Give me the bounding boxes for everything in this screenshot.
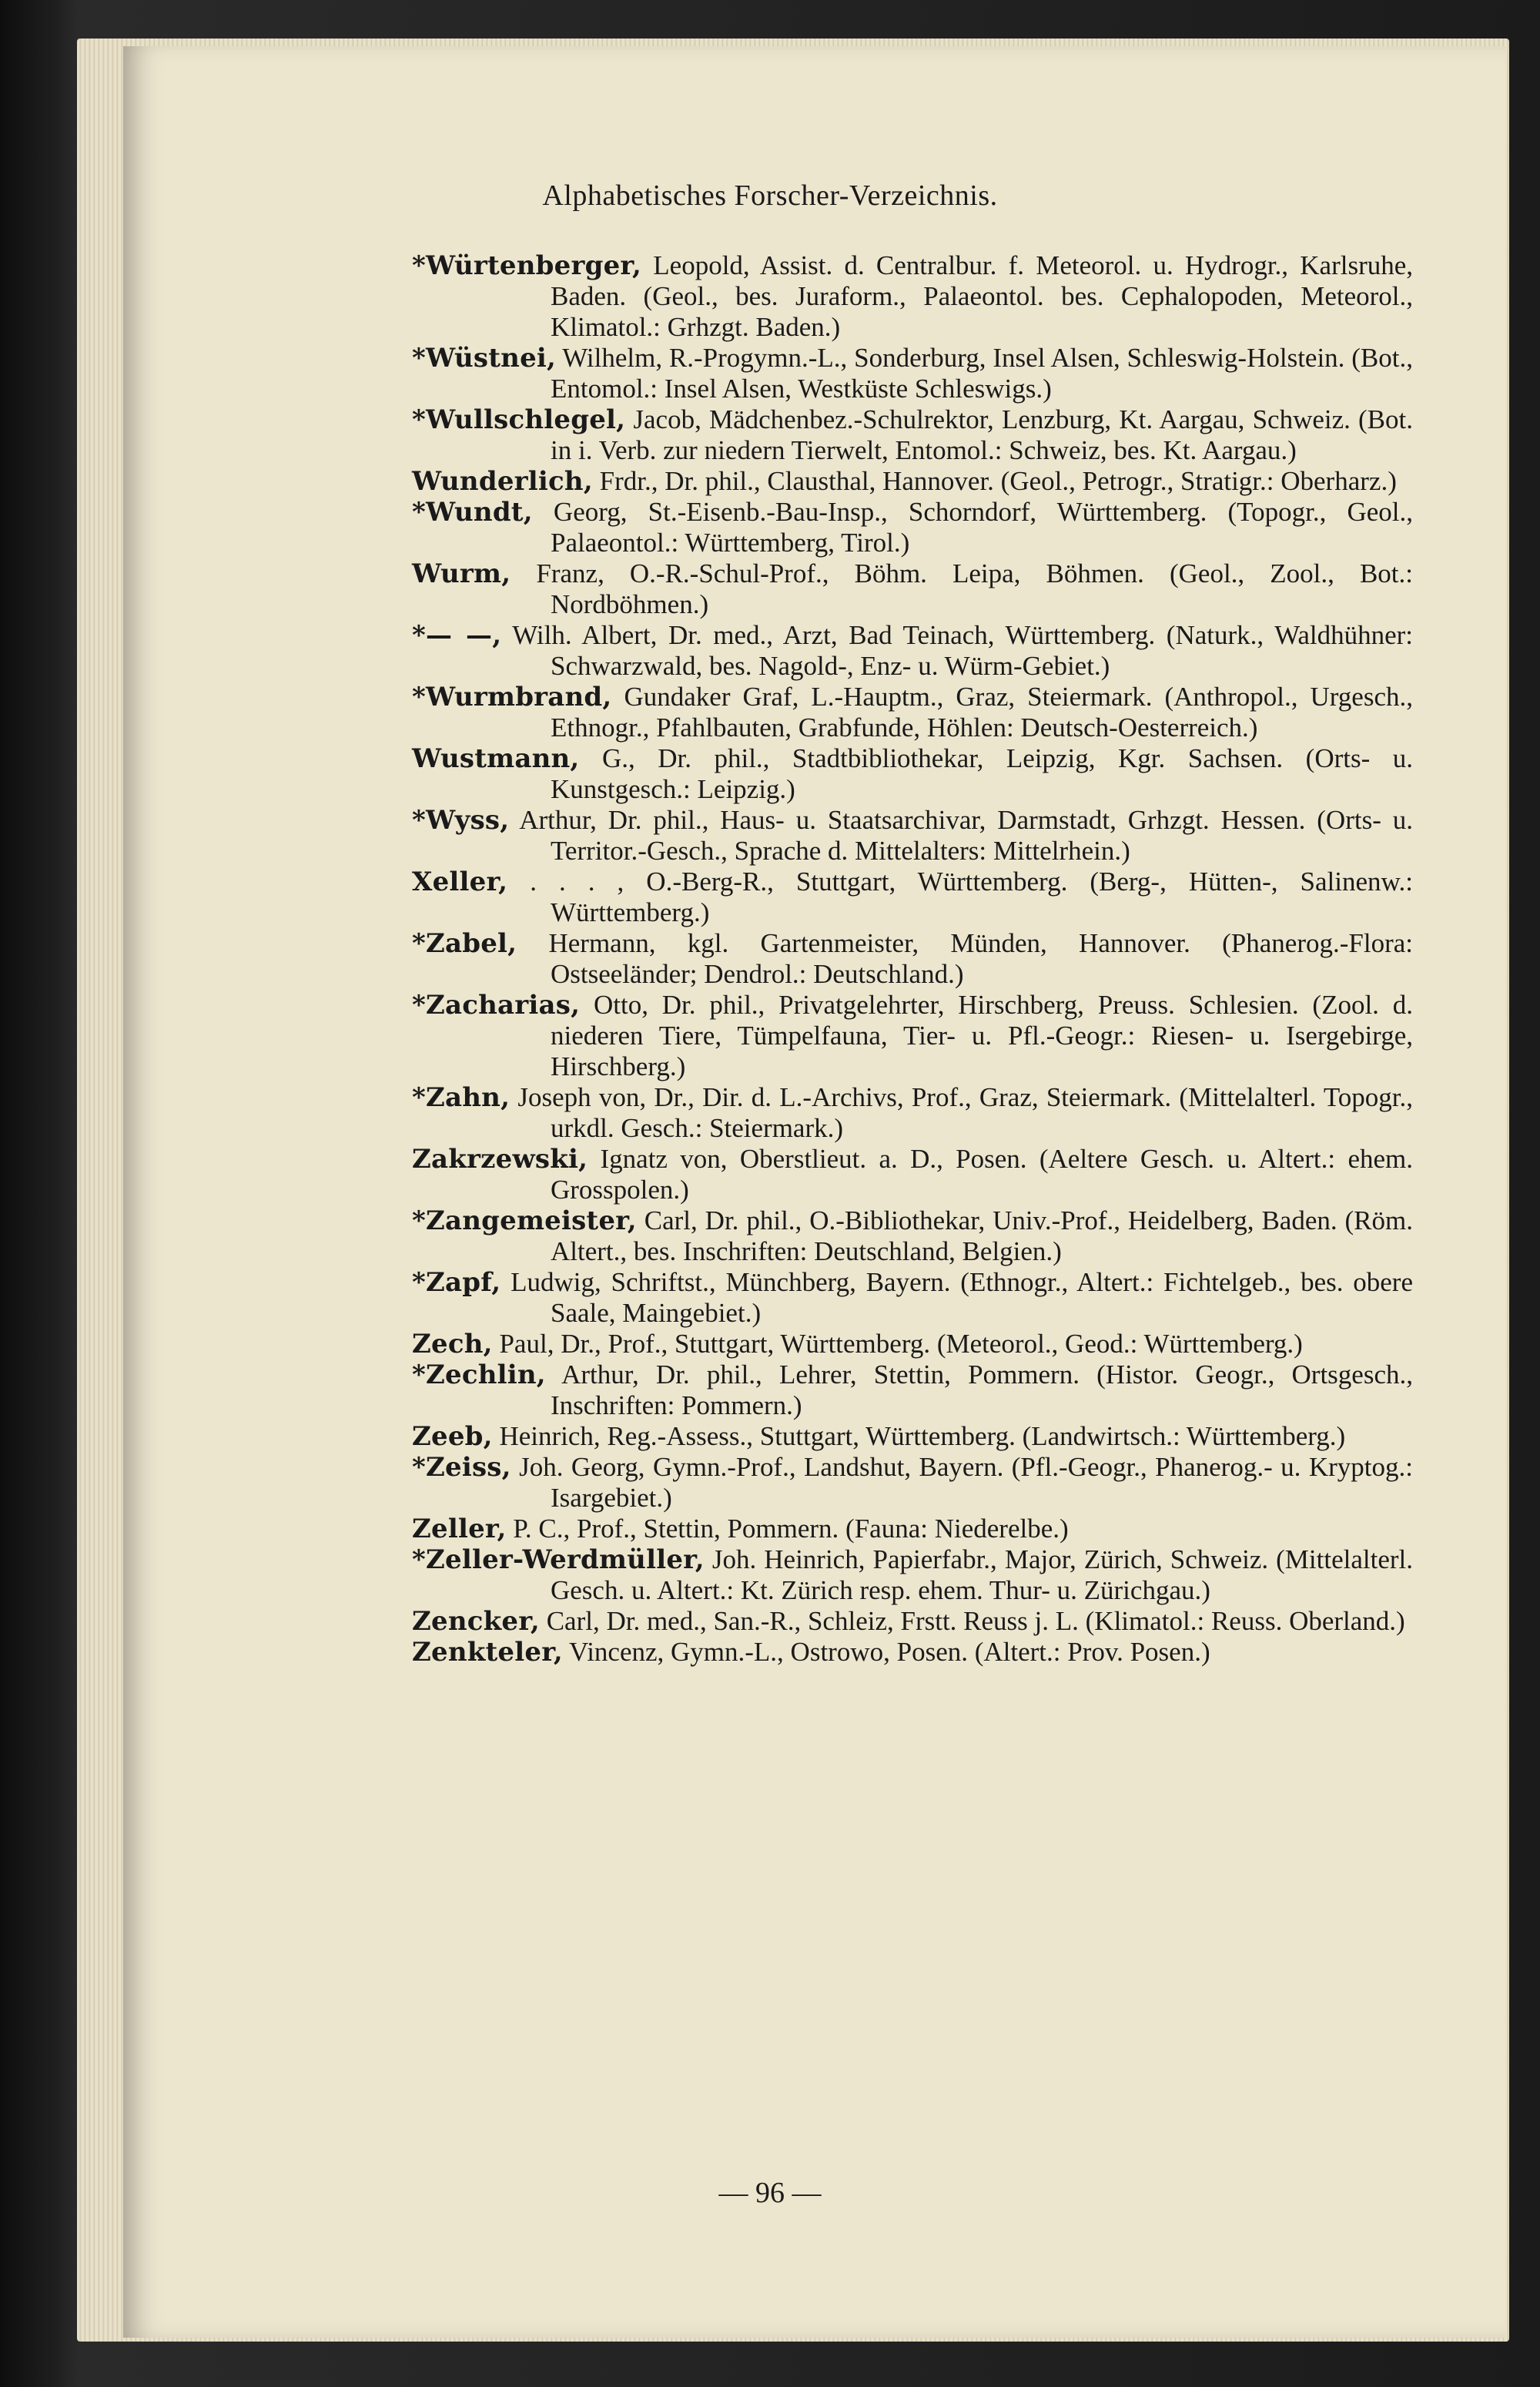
- list-item: [412, 1205, 1413, 1267]
- entry-text: Gundaker Graf, L.-Hauptm., Graz, Steiermark. (Anthropol., Urgesch., Ethnogr., Pfahlbauten, Grabfunde, Höhlen: Deutsch-Oesterreich.): [551, 682, 1414, 743]
- entry-name: Wunderlich,: [412, 466, 593, 497]
- entry-text: Vincenz, Gymn.-L., Ostrowo, Posen. (Altert.: Prov. Posen.): [569, 1637, 1210, 1667]
- entry-name: Zencker,: [412, 1606, 540, 1637]
- entry-name: Zakrzewski,: [412, 1144, 588, 1175]
- entry-name: *Wurmbrand,: [412, 682, 612, 712]
- entry-text: Joh. Heinrich, Papierfabr., Major, Zürich, Schweiz. (Mittelalterl. Gesch. u. Altert.: Kt. Zürich resp. ehem. Thur- u. Zürichgau.): [551, 1544, 1414, 1605]
- entry-text: Carl, Dr. med., San.-R., Schleiz, Frstt. Reuss j. L. (Klimatol.: Reuss. Oberland.): [546, 1606, 1405, 1636]
- entry-text: Paul, Dr., Prof., Stuttgart, Württemberg. (Meteorol., Geod.: Württemberg.): [499, 1329, 1303, 1359]
- list-item: [412, 1606, 1413, 1637]
- entry-name: *Zechlin,: [412, 1359, 546, 1390]
- entry-text: Leopold, Assist. d. Centralbur. f. Meteorol. u. Hydrogr., Karlsruhe, Baden. (Geol., bes. Juraform., Palaeontol. bes. Cephalopoden, Meteorol., Klimatol.: Grhzgt. Baden.): [551, 250, 1414, 342]
- entry-name: *Wullschlegel,: [412, 404, 626, 435]
- list-item: [412, 466, 1413, 497]
- entry-name: Zeller,: [412, 1514, 507, 1544]
- list-item: [412, 1452, 1413, 1514]
- list-item: [412, 343, 1413, 404]
- entry-text: Ignatz von, Oberstlieut. a. D., Posen. (Aeltere Gesch. u. Altert.: ehem. Grosspolen.): [551, 1144, 1413, 1205]
- entry-name: *Wyss,: [412, 805, 510, 836]
- entry-name: Xeller,: [412, 867, 508, 897]
- entry-text: Carl, Dr. phil., O.-Bibliothekar, Univ.-Prof., Heidelberg, Baden. (Röm. Altert., bes. Inschriften: Deutschland, Belgien.): [551, 1205, 1414, 1266]
- entry-text: Arthur, Dr. phil., Haus- u. Staatsarchivar, Darmstadt, Grhzgt. Hessen. (Orts- u. Territor.-Gesch., Sprache d. Mittelalters: Mittelrhein.): [519, 805, 1413, 866]
- entry-name: *Zeiss,: [412, 1452, 511, 1483]
- list-item: [412, 250, 1413, 343]
- entry-name: *Zacharias,: [412, 990, 581, 1021]
- running-head: Alphabetisches Forscher-Verzeichnis.: [542, 179, 998, 212]
- list-item: [412, 743, 1413, 805]
- entry-text: Heinrich, Reg.-Assess., Stuttgart, Württemberg. (Landwirtsch.: Württemberg.): [499, 1421, 1346, 1451]
- entry-name: *Zangemeister,: [412, 1205, 637, 1236]
- entry-text: Georg, St.-Eisenb.-Bau-Insp., Schorndorf, Württemberg. (Topogr., Geol., Palaeontol.: Württemberg, Tirol.): [551, 497, 1414, 558]
- entry-text: Arthur, Dr. phil., Lehrer, Stettin, Pommern. (Histor. Geogr., Ortsgesch., Inschriften: Pommern.): [551, 1359, 1413, 1420]
- entry-text: Ludwig, Schriftst., Münchberg, Bayern. (Ethnogr., Altert.: Fichtelgeb., bes. obere Saale, Maingebiet.): [511, 1267, 1413, 1328]
- entry-text: Wilh. Albert, Dr. med., Arzt, Bad Teinach, Württemberg. (Naturk., Waldhühner: Schwarzwald, bes. Nagold-, Enz- u. Würm-Gebiet.): [512, 620, 1413, 681]
- entry-list: [412, 250, 1413, 1668]
- entry-text: Otto, Dr. phil., Privatgelehrter, Hirschberg, Preuss. Schlesien. (Zool. d. niederen Tiere, Tümpelfauna, Tier- u. Pfl.-Geogr.: Riesen- u. Isergebirge, Hirschberg.): [551, 990, 1414, 1081]
- entry-text: Jacob, Mädchenbez.-Schulrektor, Lenzburg, Kt. Aargau, Schweiz. (Bot. in i. Verb. zur niedern Tierwelt, Entomol.: Schweiz, bes. Kt. Aargau.): [551, 404, 1414, 465]
- list-item: [412, 1267, 1413, 1329]
- list-item: [412, 1144, 1413, 1205]
- entry-name: Zeeb,: [412, 1421, 493, 1452]
- list-item: [412, 497, 1413, 558]
- entry-name: *Zapf,: [412, 1267, 501, 1298]
- list-item: [412, 1359, 1413, 1421]
- list-item: [412, 620, 1413, 682]
- entry-text: Franz, O.-R.-Schul-Prof., Böhm. Leipa, Böhmen. (Geol., Zool., Bot.: Nordböhmen.): [536, 558, 1414, 619]
- page-number: — 96 —: [718, 2177, 822, 2209]
- entry-name: *Zabel,: [412, 928, 517, 959]
- entry-name: *Zahn,: [412, 1082, 511, 1113]
- entry-name: Wurm,: [412, 558, 511, 589]
- list-item: [412, 867, 1413, 928]
- entry-text: Frdr., Dr. phil., Clausthal, Hannover. (Geol., Petrogr., Stratigr.: Oberharz.): [599, 466, 1397, 496]
- entry-name: *Wüstnei,: [412, 343, 557, 374]
- list-item: [412, 990, 1413, 1082]
- entry-name: *Zeller-Werdmüller,: [412, 1544, 705, 1575]
- entry-name: Zech,: [412, 1329, 493, 1359]
- entry-name: *Wundt,: [412, 497, 533, 528]
- list-item: [412, 682, 1413, 743]
- list-item: [412, 1082, 1413, 1144]
- list-item: [412, 928, 1413, 990]
- entry-name: *— —,: [412, 620, 502, 651]
- list-item: [412, 404, 1413, 466]
- list-item: [412, 1421, 1413, 1452]
- entry-text: . . . , O.-Berg-R., Stuttgart, Württemberg. (Berg-, Hütten-, Salinenw.: Württemberg.): [530, 867, 1413, 927]
- list-item: [412, 1637, 1413, 1668]
- list-item: [412, 558, 1413, 620]
- list-item: [412, 805, 1413, 867]
- entry-text: G., Dr. phil., Stadtbibliothekar, Leipzig, Kgr. Sachsen. (Orts- u. Kunstgesch.: Leipzig.): [551, 743, 1413, 804]
- entry-name: *Würtenberger,: [412, 250, 642, 281]
- entry-text: Hermann, kgl. Gartenmeister, Münden, Hannover. (Phanerog.-Flora: Ostseeländer; Dendrol.: Deutschland.): [548, 928, 1413, 989]
- list-item: [412, 1329, 1413, 1359]
- list-item: [412, 1514, 1413, 1544]
- entry-text: P. C., Prof., Stettin, Pommern. (Fauna: Niederelbe.): [513, 1514, 1069, 1544]
- entry-name: Wustmann,: [412, 743, 580, 774]
- entry-text: Joseph von, Dr., Dir. d. L.-Archivs, Prof., Graz, Steiermark. (Mittelalterl. Topogr., urkdl. Gesch.: Steiermark.): [517, 1082, 1413, 1143]
- list-item: [412, 1544, 1413, 1606]
- entry-name: Zenkteler,: [412, 1637, 563, 1668]
- entry-text: Joh. Georg, Gymn.-Prof., Landshut, Bayern. (Pfl.-Geogr., Phanerog.- u. Kryptog.: Isargebiet.): [519, 1452, 1413, 1513]
- entry-text: Wilhelm, R.-Progymn.-L., Sonderburg, Insel Alsen, Schleswig-Holstein. (Bot., Entomol.: Insel Alsen, Westküste Schleswigs.): [551, 343, 1413, 404]
